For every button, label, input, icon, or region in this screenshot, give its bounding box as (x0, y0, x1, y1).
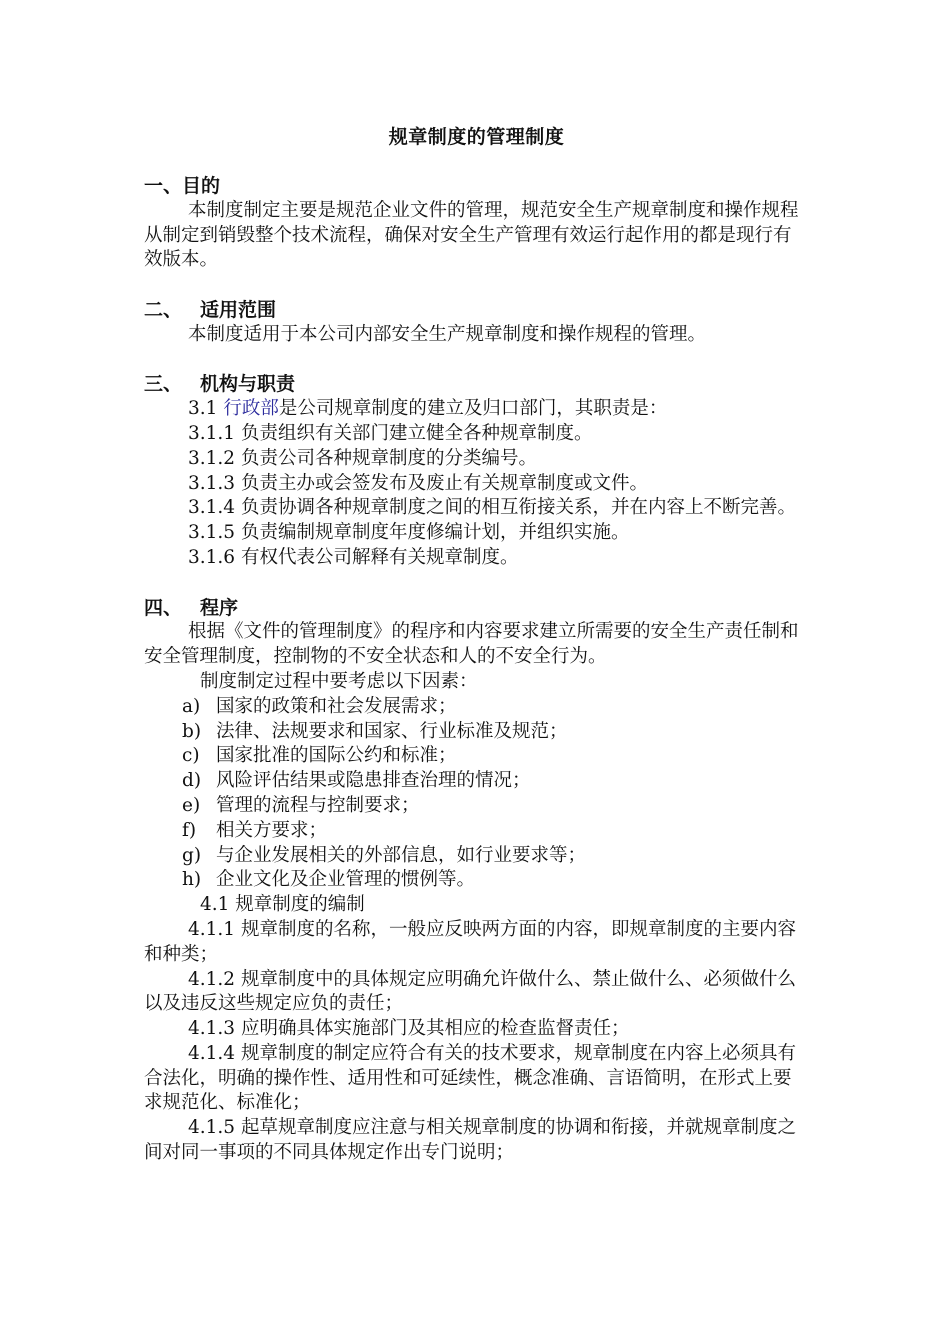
list-text: 国家的政策和社会发展需求； (216, 695, 457, 717)
responsibility-item: 3.1.2 负责公司各种规章制度的分类编号。 (188, 447, 537, 469)
scope-paragraph: 本制度适用于本公司内部安全生产规章制度和操作规程的管理。 (188, 323, 707, 345)
section-number: 二、 (144, 298, 183, 321)
list-item (144, 868, 809, 893)
list-text: 企业文化及企业管理的惯例等。 (216, 869, 476, 891)
clause-text: 是公司规章制度的建立及归口部门，其职责是： (278, 398, 668, 420)
compilation-item: 4.1.1 规章制度的名称，一般应反映两方面的内容，即规章制度的主要内容和种类； (144, 918, 796, 965)
subsection-title: 4.1 规章制度的编制 (200, 894, 365, 916)
section-number: 一、 (144, 175, 183, 197)
compilation-item: 4.1.4 规章制度的制定应符合有关的技术要求，规章制度在内容上必须具有合法化，明确的操作性、适用性和可延续性，概念准确、言语简明，在形式上要求规范化、标准化； (144, 1042, 796, 1114)
section-title: 机构与职责 (200, 373, 296, 396)
list-text: 相关方要求； (216, 819, 328, 841)
list-text: 国家批准的国际公约和标准； (216, 745, 457, 767)
list-item (144, 844, 809, 869)
admin-dept-link[interactable]: 行政部 (223, 398, 279, 420)
section-number: 四、 (144, 596, 183, 619)
list-marker: c) (182, 745, 200, 767)
list-marker: d) (182, 770, 202, 792)
section-heading-responsibilities (144, 372, 809, 397)
list-marker: h) (182, 869, 202, 891)
procedure-paragraph: 根据《文件的管理制度》的程序和内容要求建立所需要的安全生产责任制和安全管理制度，控制物的不安全状态和人的不安全行为。 (144, 621, 799, 668)
list-marker: b) (182, 720, 202, 742)
section-heading-purpose (144, 174, 809, 199)
document-title: 规章制度的管理制度 (388, 126, 565, 148)
responsibility-item: 3.1.4 负责协调各种规章制度之间的相互衔接关系，并在内容上不断完善。 (188, 497, 796, 519)
responsibility-item: 3.1.5 负责编制规章制度年度修编计划，并组织实施。 (188, 522, 630, 544)
responsibility-intro (144, 397, 809, 422)
compilation-item: 4.1.3 应明确具体实施部门及其相应的检查监督责任； (188, 1018, 630, 1040)
list-item (144, 720, 809, 745)
responsibility-item: 3.1.6 有权代表公司解释有关规章制度。 (188, 546, 519, 568)
list-item (144, 769, 809, 794)
list-text: 与企业发展相关的外部信息，如行业要求等； (216, 844, 587, 866)
section-heading-procedure (144, 596, 809, 621)
section-title: 程序 (200, 596, 239, 619)
section-number: 三、 (144, 373, 183, 396)
list-marker: f) (182, 819, 197, 841)
purpose-paragraph: 本制度制定主要是规范企业文件的管理，规范安全生产规章制度和操作规程从制定到销毁整个技术流程，确保对安全生产管理有效运行起作用的都是现行有效版本。 (144, 199, 799, 271)
list-item (144, 794, 809, 819)
list-text: 风险评估结果或隐患排查治理的情况； (216, 770, 531, 792)
responsibility-item: 3.1.3 负责主办或会签发布及废止有关规章制度或文件。 (188, 472, 648, 494)
list-item (144, 744, 809, 769)
section-heading-scope (144, 298, 809, 323)
list-text: 管理的流程与控制要求； (216, 794, 420, 816)
section-title: 适用范围 (200, 298, 277, 321)
compilation-item: 4.1.2 规章制度中的具体规定应明确允许做什么、禁止做什么、必须做什么以及违反这些规定应负的责任； (144, 968, 796, 1015)
responsibility-item: 3.1.1 负责组织有关部门建立健全各种规章制度。 (188, 422, 593, 444)
document-body (144, 174, 809, 1166)
list-marker: a) (182, 695, 201, 717)
list-text: 法律、法规要求和国家、行业标准及规范； (216, 720, 568, 742)
compilation-item: 4.1.5 起草规章制度应注意与相关规章制度的协调和衔接，并就规章制度之间对同一事项的不同具体规定作出专门说明； (144, 1117, 796, 1164)
list-marker: e) (182, 794, 201, 816)
list-item (144, 819, 809, 844)
list-item (144, 695, 809, 720)
clause-number: 3.1 (188, 398, 224, 420)
factors-intro: 制度制定过程中要考虑以下因素： (200, 670, 478, 692)
section-title: 目的 (182, 175, 221, 197)
list-marker: g) (182, 844, 202, 866)
